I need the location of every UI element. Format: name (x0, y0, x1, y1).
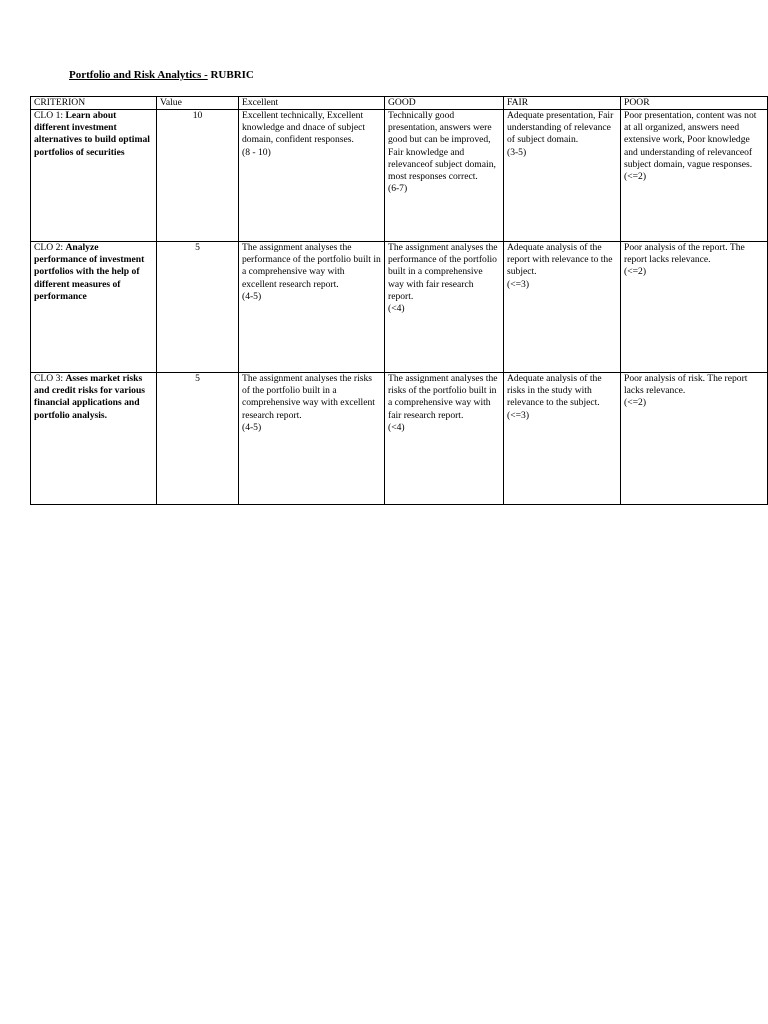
fair-cell (504, 373, 621, 505)
poor-cell (621, 242, 768, 373)
clo-label: CLO 3: (34, 373, 66, 384)
excellent-score: (4-5) (242, 421, 262, 433)
header-excellent: Excellent (239, 97, 385, 110)
good-cell (385, 373, 504, 505)
clo-label: CLO 2: (34, 242, 66, 253)
title-suffix: RUBRIC (207, 69, 254, 81)
good-text: The assignment analyses the risks of the portfolio built in a comprehensive way with fair research report. (388, 373, 498, 421)
clo-description: Asses market risks and credit risks for various financial applications and portfolio analysis. (34, 373, 146, 421)
rubric-table (30, 96, 768, 505)
poor-text: Poor analysis of risk. The report lacks relevance. (624, 373, 748, 397)
good-text: The assignment analyses the performance of the portfolio built in a comprehensive way with fair research report. (388, 242, 498, 302)
good-score: (6-7) (388, 183, 408, 195)
header-good: GOOD (385, 97, 504, 110)
excellent-cell (239, 242, 385, 373)
header-poor: POOR (621, 97, 768, 110)
criterion-cell (31, 373, 157, 505)
excellent-text: The assignment analyses the risks of the portfolio built in a comprehensive way with excellent research report. (242, 373, 375, 421)
poor-text: Poor analysis of the report. The report lacks relevance. (624, 242, 745, 266)
poor-cell (621, 373, 768, 505)
fair-cell (504, 242, 621, 373)
fair-score: (3-5) (507, 146, 527, 158)
fair-text: Adequate analysis of the report with relevance to the subject. (507, 242, 613, 278)
table-row (31, 242, 768, 373)
good-score: (<4) (388, 421, 405, 433)
fair-cell (504, 110, 621, 242)
criterion-cell (31, 110, 157, 242)
table-row (31, 110, 768, 242)
document-title (69, 69, 254, 81)
excellent-cell (239, 373, 385, 505)
fair-score: (<=3) (507, 409, 530, 421)
good-cell (385, 110, 504, 242)
excellent-score: (4-5) (242, 290, 262, 302)
value-cell: 5 (157, 242, 239, 373)
criterion-cell (31, 242, 157, 373)
header-value: Value (157, 97, 239, 110)
excellent-text: Excellent technically, Excellent knowledge and dnace of subject domain, confident responses. (242, 110, 366, 146)
header-criterion: CRITERION (31, 97, 157, 110)
poor-text: Poor presentation, content was not at all organized, answers need extensive work, Poor knowledge and understanding of relevanceof subject domain, vague responses. (624, 110, 757, 170)
good-score: (<4) (388, 303, 405, 315)
poor-score: (<=2) (624, 397, 647, 409)
value-cell: 5 (157, 373, 239, 505)
fair-score: (<=3) (507, 278, 530, 290)
good-cell (385, 242, 504, 373)
excellent-score: (8 - 10) (242, 146, 271, 158)
poor-score: (<=2) (624, 171, 647, 183)
table-row (31, 373, 768, 505)
title-main: Portfolio and Risk Analytics - (69, 69, 208, 81)
header-row (31, 97, 768, 110)
clo-label: CLO 1: (34, 110, 66, 121)
poor-cell (621, 110, 768, 242)
poor-score: (<=2) (624, 266, 647, 278)
header-fair: FAIR (504, 97, 621, 110)
fair-text: Adequate presentation, Fair understanding of relevance of subject domain. (507, 110, 614, 146)
excellent-cell (239, 110, 385, 242)
fair-text: Adequate analysis of the risks in the study with relevance to the subject. (507, 373, 602, 409)
value-cell: 10 (157, 110, 239, 242)
good-text: Technically good presentation, answers were good but can be improved, Fair knowledge and relevanceof subject domain, most responses correct. (388, 110, 496, 183)
clo-description: Learn about different investment alternatives to build optimal portfolios of securities (34, 110, 150, 158)
excellent-text: The assignment analyses the performance of the portfolio built in a comprehensive way with excellent research report. (242, 242, 381, 290)
clo-description: Analyze performance of investment portfolios with the help of different measures of performance (34, 242, 145, 302)
